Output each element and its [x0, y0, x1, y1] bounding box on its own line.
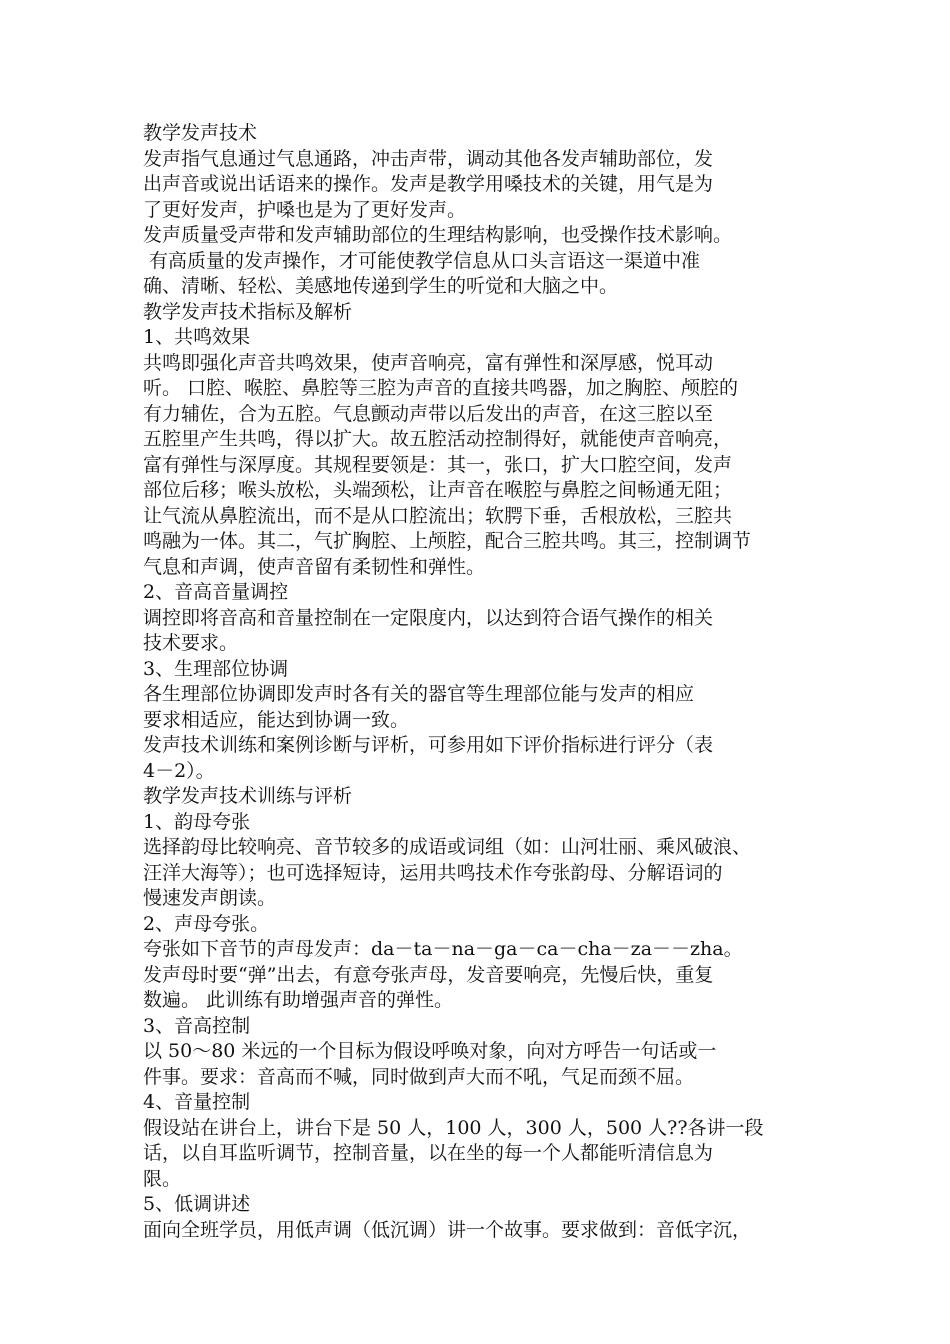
subsection-heading: 2、音高音量调控 [143, 581, 289, 603]
section-heading: 教学发声技术训练与评析 [143, 785, 353, 807]
subsection-heading: 3、音高控制 [143, 1014, 251, 1037]
paragraph-line: 发声质量受声带和发声辅助部位的生理结构影响，也受操作技术影响。 [143, 224, 733, 246]
subsection-heading: 2、声母夸张。 [143, 912, 270, 935]
subsection-heading: 1、韵母夸张 [143, 810, 251, 833]
document-page [143, 121, 815, 1243]
subsection-heading: 5、低调讲述 [143, 1193, 251, 1215]
paragraph-line: 出声音或说出话语来的操作。发声是教学用嗓技术的关键，用气是为 [143, 173, 714, 195]
paragraph-line: 夸张如下音节的声母发声：da－ta－na－ga－ca－cha－za－－zha。 [143, 938, 743, 960]
paragraph-line: 让气流从鼻腔流出，而不是从口腔流出；软腭下垂，舌根放松，三腔共 [143, 504, 733, 527]
document-title: 教学发声技术 [143, 122, 258, 144]
paragraph-line: 要求相适应，能达到协调一致。 [143, 708, 410, 731]
paragraph-line: 4－2）。 [143, 759, 215, 782]
paragraph-line: 发声母时要“弹”出去，有意夸张声母，发音要响亮，先慢后快，重复 [143, 963, 714, 986]
section-heading: 教学发声技术指标及解析 [143, 300, 353, 323]
paragraph-line: 有力辅佐，合为五腔。气息颤动声带以后发出的声音，在这三腔以至 [143, 402, 714, 425]
paragraph-line: 部位后移；喉头放松，头端颈松，让声音在喉腔与鼻腔之间畅通无阻； [143, 479, 733, 501]
paragraph-line: 五腔里产生共鸣，得以扩大。故五腔活动控制得好，就能使声音响亮， [143, 428, 733, 450]
paragraph-line: 各生理部位协调即发声时各有关的器官等生理部位能与发声的相应 [143, 683, 695, 705]
paragraph-line: 有高质量的发声操作，才可能使教学信息从口头言语这一渠道中准 [143, 249, 701, 272]
paragraph-line: 听。 口腔、喉腔、鼻腔等三腔为声音的直接共鸣器，加之胸腔、颅腔的 [143, 377, 739, 399]
paragraph-line: 鸣融为一体。其二，气扩胸腔、上颅腔，配合三腔共鸣。其三，控制调节 [143, 530, 752, 552]
paragraph-line: 慢速发声朗读。 [143, 887, 277, 909]
paragraph-line: 共鸣即强化声音共鸣效果，使声音响亮，富有弹性和深厚感，悦耳动 [143, 351, 714, 374]
paragraph-line: 假设站在讲台上，讲台下是 50 人，100 人，300 人，500 人??各讲一段 [143, 1116, 764, 1139]
paragraph-line: 面向全班学员，用低声调（低沉调）讲一个故事。要求做到：音低字沉， [143, 1218, 752, 1241]
paragraph-line: 件事。要求：音高而不喊，同时做到声大而不吼，气足而颈不屈。 [143, 1065, 695, 1088]
paragraph-line: 以 50～80 米远的一个目标为假设呼唤对象，向对方呼告一句话或一 [143, 1040, 717, 1062]
subsection-heading: 3、生理部位协调 [143, 657, 289, 680]
paragraph-line: 调控即将音高和音量控制在一定限度内，以达到符合语气操作的相关 [143, 606, 714, 629]
paragraph-line: 气息和声调，使声音留有柔韧性和弹性。 [143, 555, 486, 578]
paragraph-line: 技术要求。 [143, 632, 239, 654]
paragraph-line: 话，以自耳监听调节，控制音量，以在坐的每一个人都能听清信息为 [143, 1142, 714, 1164]
paragraph-line: 富有弹性与深厚度。其规程要领是：其一，张口，扩大口腔空间，发声 [143, 453, 733, 476]
paragraph-line: 限。 [143, 1167, 182, 1190]
paragraph-line: 汪洋大海等）；也可选择短诗，运用共鸣技术作夸张韵母、分解语词的 [143, 861, 723, 884]
paragraph-line: 发声指气息通过气息通路，冲击声带，调动其他各发声辅助部位，发 [143, 147, 714, 170]
subsection-heading: 1、共鸣效果 [143, 326, 251, 348]
paragraph-line: 发声技术训练和案例诊断与评析，可参用如下评价指标进行评分（表 [143, 734, 714, 756]
paragraph-line: 选择韵母比较响亮、音节较多的成语或词组（如：山河壮丽、乘风破浪、 [143, 836, 752, 858]
paragraph-line: 数遍。 此训练有助增强声音的弹性。 [143, 989, 454, 1011]
paragraph-line: 了更好发声，护嗓也是为了更好发声。 [143, 198, 467, 221]
subsection-heading: 4、音量控制 [143, 1091, 251, 1113]
paragraph-line: 确、清晰、轻松、美感地传递到学生的听觉和大脑之中。 [143, 275, 619, 297]
